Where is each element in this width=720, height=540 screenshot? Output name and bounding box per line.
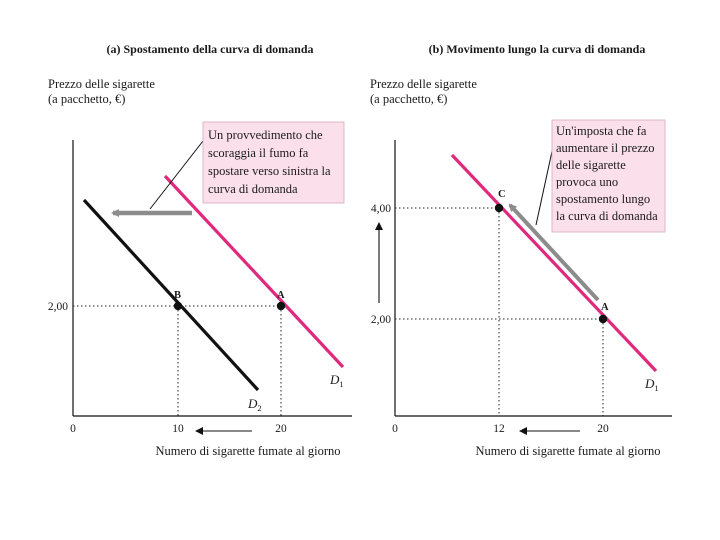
panel-a-point-a-label: A — [277, 290, 285, 301]
panel-b-y-axis-label-line-1: Prezzo delle sigarette — [370, 77, 477, 91]
panel-a-d1-label — [329, 372, 344, 389]
panel-a-point-a — [277, 302, 285, 310]
panel-b-x-axis-label: Numero di sigarette fumate al giorno — [475, 444, 661, 458]
panel-a-callout-pointer — [150, 141, 203, 209]
panel-b-point-a — [599, 315, 607, 323]
panel-b-x-tick-20: 20 — [597, 423, 609, 435]
panel-b-annotation-line-3: delle sigarette — [556, 158, 626, 172]
panel-b-d1-label-sub: 1 — [654, 383, 659, 393]
panel-a — [48, 42, 352, 458]
panel-a-annotation-line-4: curva di domanda — [208, 182, 298, 196]
panel-a-d2-label-sub: 2 — [257, 403, 262, 413]
panel-a-d1-label-base: D — [330, 372, 340, 387]
panel-b-annotation-line-4: provoca uno — [556, 175, 619, 189]
panel-a-x-tick-10: 10 — [172, 423, 184, 435]
panel-b-d1-label — [644, 376, 659, 393]
panel-a-curve-d1 — [165, 176, 343, 367]
panel-b-annotation-line-1: Un'imposta che fa — [556, 124, 647, 138]
panel-b-annotation-line-6: la curva di domanda — [556, 209, 658, 223]
panel-b-y-tick-2: 2,00 — [370, 314, 391, 326]
panel-a-d2-label — [247, 396, 262, 413]
panel-b-point-c-label: C — [498, 189, 506, 200]
panel-b-point-c — [495, 204, 503, 212]
panel-a-x-tick-0: 0 — [70, 423, 76, 435]
panel-a-curve-d2 — [84, 200, 258, 390]
panel-b-y-tick-4: 4,00 — [370, 203, 391, 215]
panel-b-x-tick-12: 12 — [493, 423, 505, 435]
panel-a-d1-label-sub: 1 — [339, 379, 344, 389]
panel-a-annotation-line-2: scoraggia il fumo fa — [208, 146, 309, 160]
panel-a-d2-label-base: D — [248, 396, 258, 411]
panel-a-y-axis-label-line-2: (a pacchetto, €) — [48, 92, 126, 106]
panel-a-annotation-line-1: Un provvedimento che — [208, 128, 323, 142]
panel-b-annotation-line-2: aumentare il prezzo — [556, 141, 655, 155]
panel-b-x-tick-0: 0 — [392, 423, 398, 435]
panel-b — [370, 42, 672, 458]
panel-b-d1-label-base: D — [645, 376, 655, 391]
panel-b-annotation-line-5: spostamento lungo — [556, 192, 651, 206]
panel-a-y-tick-2: 2,00 — [47, 301, 68, 313]
panel-b-point-a-label: A — [601, 302, 609, 313]
panel-a-y-axis-label-line-1: Prezzo delle sigarette — [48, 77, 155, 91]
panel-a-x-axis-label: Numero di sigarette fumate al giorno — [155, 444, 341, 458]
panel-a-x-tick-20: 20 — [275, 423, 287, 435]
panel-a-point-b — [174, 302, 182, 310]
panel-b-y-axis-label-line-2: (a pacchetto, €) — [370, 92, 448, 106]
panel-a-title: (a) Spostamento della curva di domanda — [106, 42, 314, 56]
panel-a-annotation-line-3: spostare verso sinistra la — [208, 164, 331, 178]
panel-b-title: (b) Movimento lungo la curva di domanda — [428, 42, 646, 56]
panel-a-point-b-label: B — [174, 290, 182, 301]
